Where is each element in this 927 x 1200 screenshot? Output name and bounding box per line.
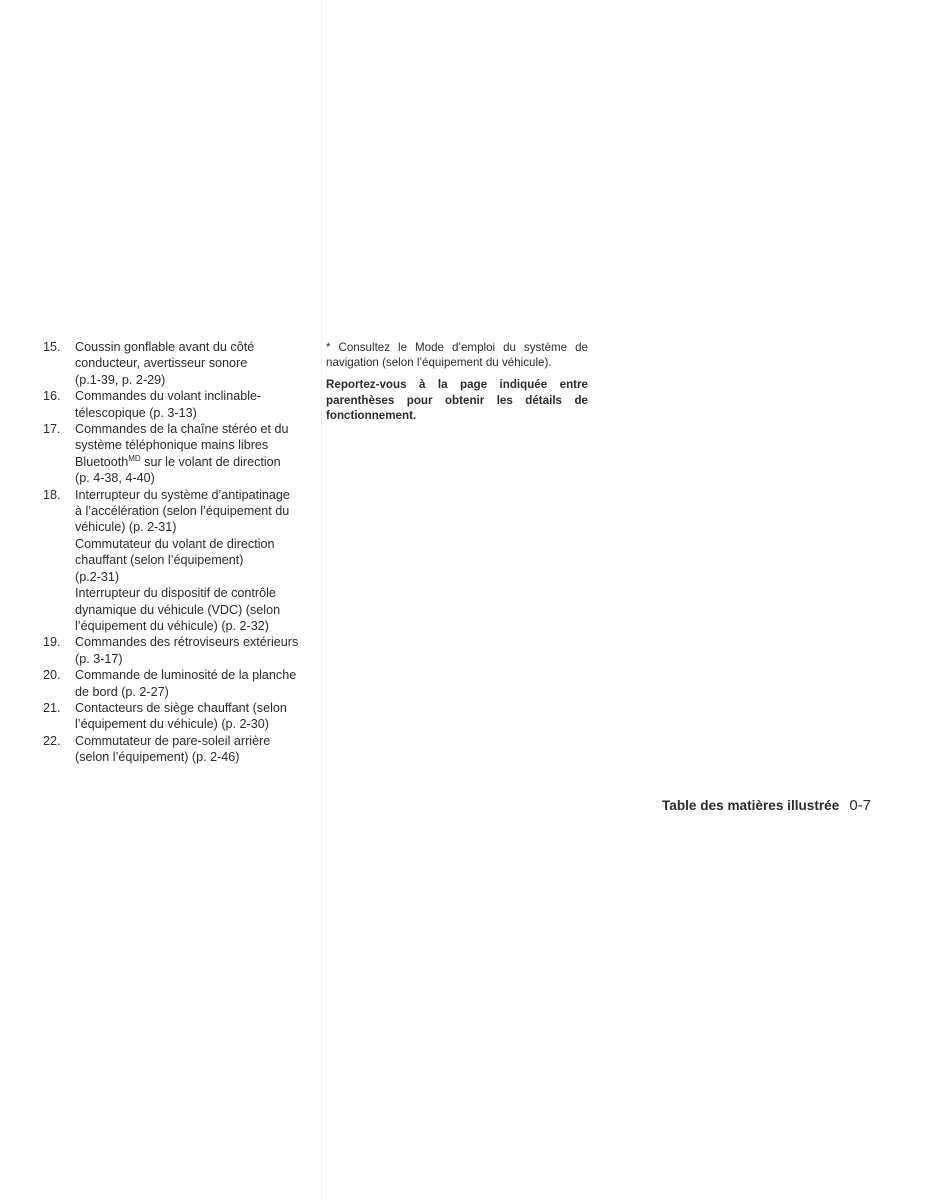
list-item bbox=[43, 339, 313, 388]
item-text: à l’accélération (selon l’équipement du bbox=[75, 504, 290, 519]
item-text: Interrupteur du système d’antipatinage bbox=[75, 487, 290, 502]
item-number: 20. bbox=[43, 668, 61, 683]
item-number: 16. bbox=[43, 389, 61, 404]
item-text: système téléphonique mains libres bbox=[75, 438, 269, 453]
item-number: 21. bbox=[43, 700, 61, 715]
list-item bbox=[43, 421, 313, 487]
list-item bbox=[43, 487, 313, 635]
item-text: dynamique du véhicule (VDC) (selon bbox=[75, 602, 281, 617]
column-divider bbox=[321, 0, 322, 1200]
item-number: 17. bbox=[43, 422, 61, 437]
illustrated-index-list bbox=[43, 339, 313, 766]
item-text-bluetooth bbox=[75, 454, 313, 470]
item-text-continuation: sur le volant de direction bbox=[140, 454, 281, 469]
item-text: Commutateur de pare-soleil arrière bbox=[75, 733, 271, 748]
list-item bbox=[43, 388, 313, 421]
item-text: véhicule) (p. 2-31) bbox=[75, 520, 177, 535]
item-number: 19. bbox=[43, 635, 61, 650]
item-text: Commandes des rétroviseurs extérieurs bbox=[75, 635, 299, 650]
list-item bbox=[43, 667, 313, 700]
item-text: conducteur, avertisseur sonore bbox=[75, 356, 248, 371]
item-text: télescopique (p. 3-13) bbox=[75, 405, 197, 420]
page-reference-note: Reportez-vous à la page indiquée entre parenthèses pour obtenir les détails de fonctionnement. bbox=[326, 378, 588, 422]
item-text: Coussin gonflable avant du côté bbox=[75, 340, 255, 354]
list-item bbox=[43, 634, 313, 667]
item-text: (p.2-31) bbox=[75, 569, 120, 584]
page-footer bbox=[662, 797, 871, 815]
item-text: Commutateur du volant de direction bbox=[75, 536, 275, 551]
item-text: Interrupteur du dispositif de contrôle bbox=[75, 586, 276, 601]
item-text: (p.1-39, p. 2-29) bbox=[75, 372, 166, 387]
item-text: Contacteurs de siège chauffant (selon bbox=[75, 700, 287, 715]
navigation-note: * Consultez le Mode d’emploi du système de navigation (selon l’équipement du véhicule). bbox=[326, 341, 588, 370]
trademark-superscript: MD bbox=[128, 453, 141, 463]
notes-column bbox=[326, 340, 588, 423]
item-text: (p. 3-17) bbox=[75, 651, 123, 666]
item-text: l’équipement du véhicule) (p. 2-30) bbox=[75, 717, 269, 732]
item-text: l’équipement du véhicule) (p. 2-32) bbox=[75, 618, 269, 633]
item-text: (p. 4-38, 4-40) bbox=[75, 471, 155, 486]
item-text: Commande de luminosité de la planche bbox=[75, 668, 297, 683]
item-text: (selon l’équipement) (p. 2-46) bbox=[75, 750, 240, 765]
item-number: 22. bbox=[43, 733, 61, 748]
bluetooth-text: Bluetooth bbox=[75, 454, 129, 469]
list-item bbox=[43, 733, 313, 766]
list-item bbox=[43, 700, 313, 733]
item-text: Commandes du volant inclinable- bbox=[75, 389, 262, 404]
item-text: Commandes de la chaîne stéréo et du bbox=[75, 422, 289, 437]
page-number: 0-7 bbox=[849, 797, 871, 814]
section-title: Table des matières illustrée bbox=[662, 798, 840, 813]
item-number: 15. bbox=[43, 340, 61, 354]
item-text: chauffant (selon l’équipement) bbox=[75, 553, 244, 568]
item-number: 18. bbox=[43, 487, 61, 502]
item-text: de bord (p. 2-27) bbox=[75, 684, 169, 699]
